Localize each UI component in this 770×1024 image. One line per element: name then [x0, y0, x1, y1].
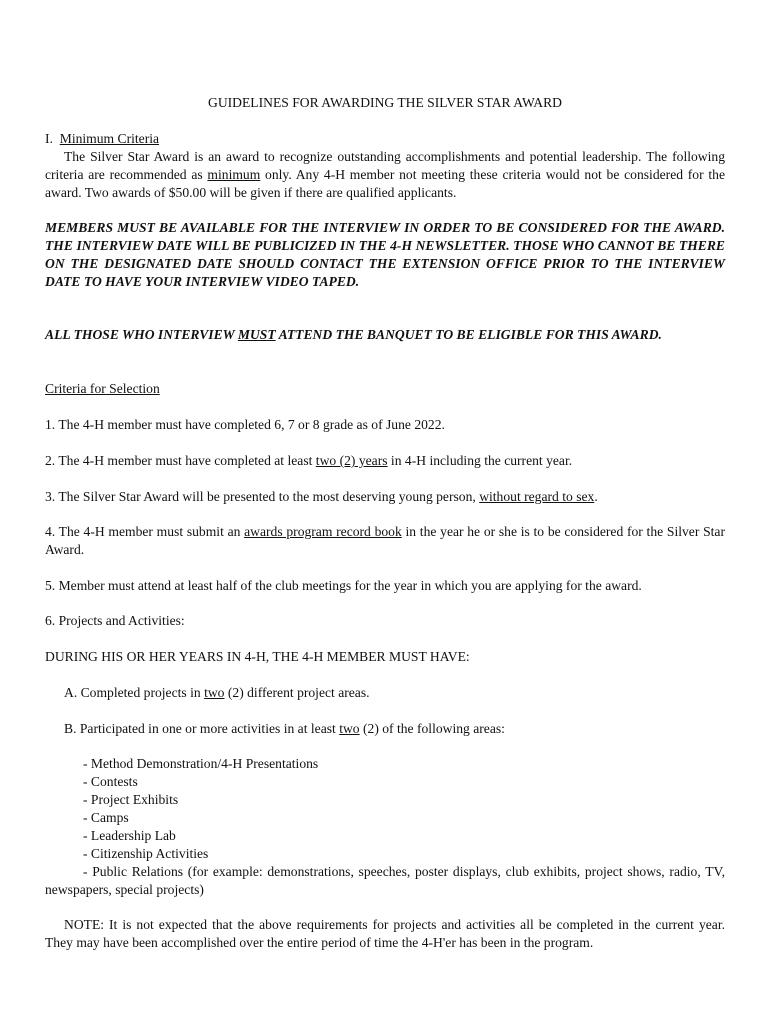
criterion-underlined: without regard to sex — [479, 489, 595, 504]
list-item: - Camps — [83, 810, 129, 825]
criterion-underlined: awards program record book — [244, 524, 402, 539]
activity-areas-list — [83, 755, 725, 863]
paragraph-text: The Silver Star Award is an award to recognize outstanding accomplishments and potential leadership. The following criteria are recommended as — [45, 149, 725, 182]
requirement-underlined: two — [204, 685, 225, 700]
criterion-3 — [45, 488, 725, 506]
criterion-text: 3. The Silver Star Award will be presented to the most deserving young person, — [45, 489, 480, 504]
criterion-6: 6. Projects and Activities: — [45, 613, 185, 628]
paragraph-text-rest: only. Any 4-H member not meeting these criteria would not be considered for the award. Two awards of $50.00 will be given if there are qualified applicants. — [45, 167, 725, 200]
criterion-5: 5. Member must attend at least half of the club meetings for the year in which you are applying for the award. — [45, 578, 642, 593]
section-heading: Minimum Criteria — [59, 131, 160, 146]
banquet-notice-text-rest: ATTEND THE BANQUET TO BE ELIGIBLE FOR THIS AWARD. — [275, 327, 662, 342]
public-relations-item: - Public Relations (for example: demonstrations, speeches, poster displays, club exhibits, project shows, radio, TV, newspapers, special projects) — [45, 864, 725, 897]
requirement-underlined: two — [339, 721, 360, 736]
requirement-b — [64, 720, 725, 738]
list-item: - Project Exhibits — [83, 792, 179, 807]
requirement-text-rest: (2) of the following areas: — [359, 721, 505, 736]
requirement-a — [64, 684, 725, 702]
list-item: - Method Demonstration/4-H Presentations — [83, 756, 319, 771]
criterion-2 — [45, 452, 725, 470]
criteria-heading: Criteria for Selection — [45, 381, 160, 396]
list-item: - Contests — [83, 774, 138, 789]
document-title: GUIDELINES FOR AWARDING THE SILVER STAR AWARD — [208, 95, 562, 110]
section-1-heading — [45, 130, 725, 148]
banquet-notice — [45, 326, 725, 344]
criterion-text-rest: . — [594, 489, 598, 504]
requirement-text-rest: (2) different project areas. — [224, 685, 370, 700]
criterion-text: 4. The 4-H member must submit an — [45, 524, 245, 539]
section-number: I. — [45, 131, 53, 146]
interview-notice: MEMBERS MUST BE AVAILABLE FOR THE INTERVIEW IN ORDER TO BE CONSIDERED FOR THE AWARD. THE INTERVIEW DATE WILL BE PUBLICIZED IN THE 4-H NEWSLETTER. THOSE WHO CANNOT BE THERE ON THE DESIGNATED DATE SHOULD CONTACT THE EXTENSION OFFICE PRIOR TO THE INTERVIEW DATE TO HAVE YOUR INTERVIEW VIDEO TAPED. — [45, 220, 725, 289]
requirement-text: B. Participated in one or more activities in at least — [64, 721, 340, 736]
criterion-underlined: two (2) years — [315, 453, 388, 468]
note-paragraph: NOTE: It is not expected that the above requirements for projects and activities all be completed in the current year. They may have been accomplished over the entire period of time the 4-H'er has been in the program. — [45, 917, 725, 950]
paragraph-underlined-text: minimum — [207, 167, 261, 182]
list-item: - Leadership Lab — [83, 828, 176, 843]
banquet-notice-text: ALL THOSE WHO INTERVIEW — [45, 327, 238, 342]
section-1-paragraph — [45, 148, 725, 202]
banquet-notice-must: MUST — [237, 327, 276, 342]
criterion-text-rest: in 4-H including the current year. — [387, 453, 573, 468]
criterion-text-rest: in the year he or she is to be considered for the Silver Star Award. — [45, 524, 725, 557]
criterion-4 — [45, 523, 725, 559]
criterion-1: 1. The 4-H member must have completed 6, 7 or 8 grade as of June 2022. — [45, 417, 445, 432]
requirements-heading: DURING HIS OR HER YEARS IN 4-H, THE 4-H MEMBER MUST HAVE: — [45, 649, 470, 664]
list-item: - Citizenship Activities — [83, 846, 209, 861]
requirement-text: A. Completed projects in — [64, 685, 205, 700]
criterion-text: 2. The 4-H member must have completed at least — [45, 453, 316, 468]
